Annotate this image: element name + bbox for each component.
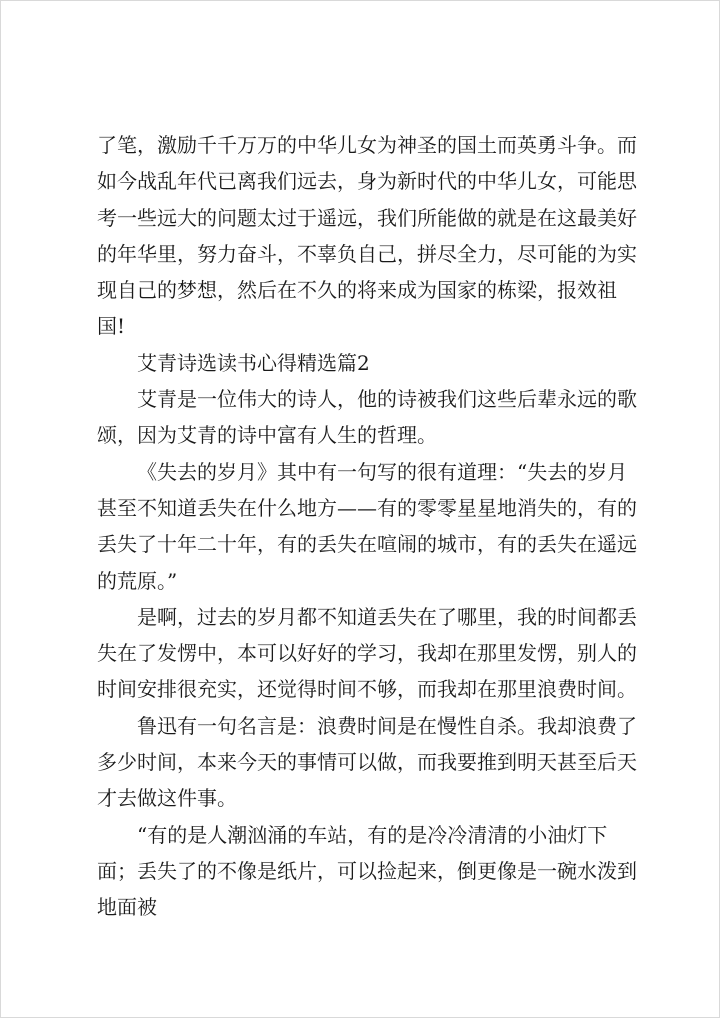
paragraph-3: 《失去的岁月》其中有一句写的很有道理：“失去的岁月甚至不知道丢失在什么地方——有的零零星星地消失的，有的丢失了十年二十年，有的丢失在喧闹的城市，有的丢失在遥远的荒原。” bbox=[97, 459, 637, 593]
document-body bbox=[97, 127, 645, 926]
paragraph-5: 鲁迅有一句名言是：浪费时间是在慢性自杀。我却浪费了多少时间，本来今天的事情可以做，而我要推到明天甚至后天才去做这件事。 bbox=[97, 713, 637, 811]
section-heading: 艾青诗选读书心得精选篇2 bbox=[137, 350, 370, 375]
paragraph-6: “有的是人潮汹涌的车站，有的是冷冷清清的小油灯下面；丢失了的不像是纸片，可以捡起来，倒更像是一碗水泼到地面被 bbox=[97, 822, 637, 920]
paragraph-2: 艾青是一位伟大的诗人，他的诗被我们这些后辈永远的歌颂，因为艾青的诗中富有人生的哲理。 bbox=[97, 387, 637, 448]
paragraph-4: 是啊，过去的岁月都不知道丢失在了哪里，我的时间都丢失在了发愣中，本可以好好的学习，我却在那里发愣，别人的时间安排很充实，还觉得时间不够，而我却在那里浪费时间。 bbox=[97, 604, 637, 702]
paragraph-1: 了笔，激励千千万万的中华儿女为神圣的国土而英勇斗争。而如今战乱年代已离我们远去，身为新时代的中华儿女，可能思考一些远大的问题太过于遥远，我们所能做的就是在这最美好的年华里，努力奋斗，不辜负自己，拼尽全力，尽可能的为实现自己的梦想，然后在不久的将来成为国家的栋梁，报效祖国! bbox=[97, 133, 637, 339]
